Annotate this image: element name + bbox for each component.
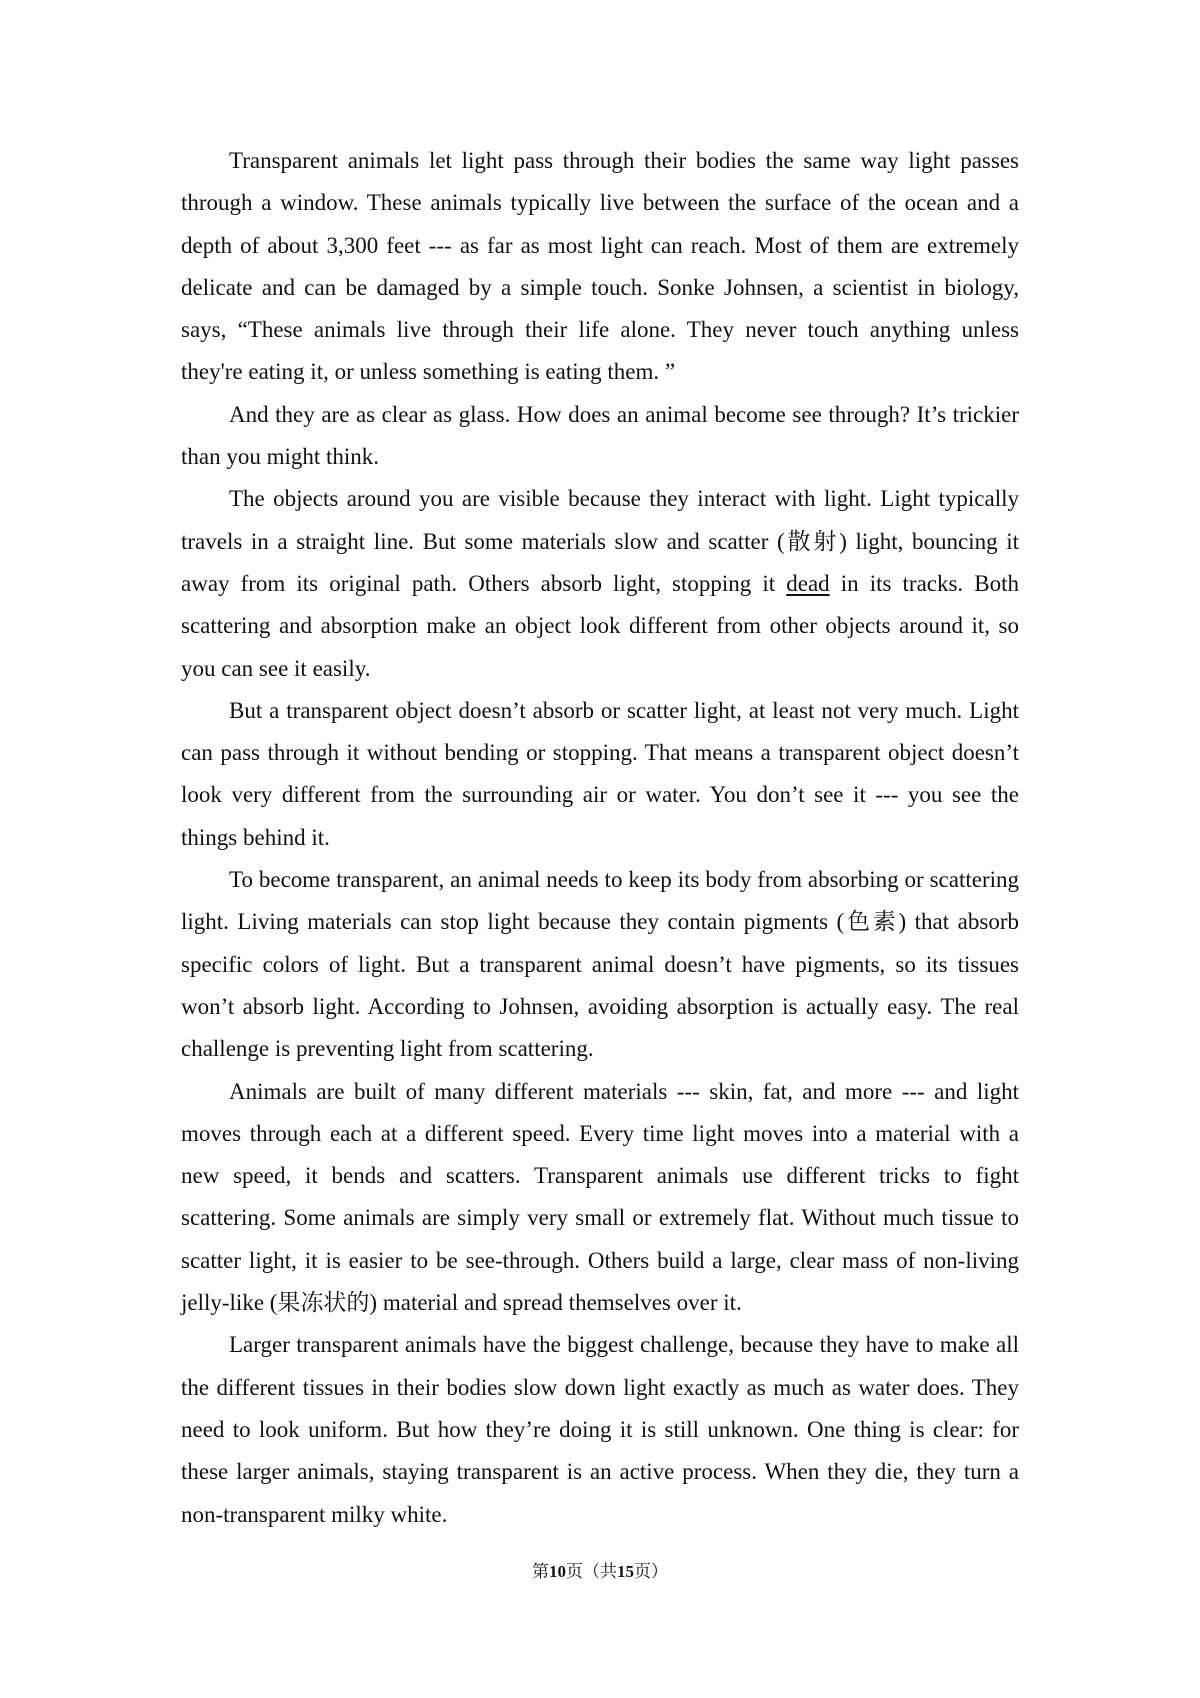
footer-suffix: 页）	[634, 1562, 668, 1581]
footer-total-pages: 15	[617, 1562, 634, 1581]
paragraph-7: Larger transparent animals have the biggest challenge, because they have to make all the different tissues in their bodies slow down light exactly as much as water does. They need to look uniform. But how they’re doing it is still unknown. One thing is clear: for these larger animals, staying transparent is an active process. When they die, they turn a non-transparent milky white.	[181, 1332, 1019, 1527]
paragraph-2: And they are as clear as glass. How does an animal become see through? It’s trickier than you might think.	[181, 401, 1019, 470]
underlined-word: dead	[786, 570, 830, 596]
paragraph-5: To become transparent, an animal needs to keep its body from absorbing or scattering light. Living materials can stop light because they contain pigments (色素) that absorb specific colors of light. But a transparent animal doesn’t have pigments, so its tissues won’t absorb light. According to Johnsen, avoiding absorption is actually easy. The real challenge is preventing light from scattering.	[181, 867, 1019, 1062]
article-body	[181, 140, 1019, 1536]
footer-middle: 页（共	[566, 1562, 617, 1581]
paragraph-1: Transparent animals let light pass through their bodies the same way light passes through a window. These animals typically live between the surface of the ocean and a depth of about 3,300 feet --- as far as most light can reach. Most of them are extremely delicate and can be damaged by a simple touch. Sonke Johnsen, a scientist in biology, says, “These animals live through their life alone. They never touch anything unless they're eating it, or unless something is eating them. ”	[181, 148, 1019, 385]
paragraph-4: But a transparent object doesn’t absorb or scatter light, at least not very much. Light can pass through it without bending or stopping. That means a transparent object doesn’t look very different from the surrounding air or water. You don’t see it --- you see the things behind it.	[181, 697, 1019, 850]
footer-page-number: 10	[549, 1562, 566, 1581]
page-footer	[0, 1557, 1200, 1582]
paragraph-3	[181, 478, 1019, 689]
paragraph-3-before: The objects around you are visible because they interact with light. Light typically travels in a straight line. But some materials slow and scatter (散射) light, bouncing it away from its original path. Others absorb light, stopping it	[181, 486, 1019, 596]
paragraph-3-after: in its tracks. Both scattering and absorption make an object look different from other objects around it, so you can see it easily.	[181, 570, 1019, 681]
footer-prefix: 第	[532, 1562, 549, 1581]
paragraph-6: Animals are built of many different materials --- skin, fat, and more --- and light moves through each at a different speed. Every time light moves into a material with a new speed, it bends and scatters. Transparent animals use different tricks to fight scattering. Some animals are simply very small or extremely flat. Without much tissue to scatter light, it is easier to be see-through. Others build a large, clear mass of non-living jelly-like (果冻状的) material and spread themselves over it.	[181, 1078, 1019, 1316]
